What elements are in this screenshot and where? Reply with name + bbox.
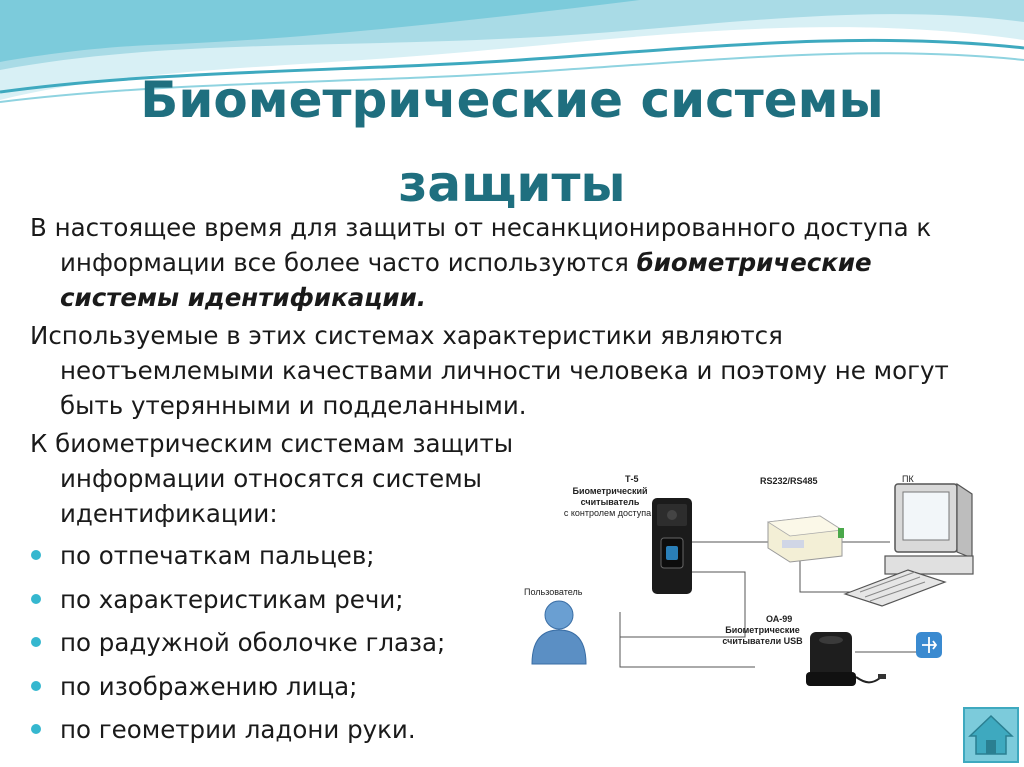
pc-label: ПК <box>902 474 914 484</box>
biometric-system-diagram <box>520 472 982 694</box>
list-item: по изображению лица; <box>30 665 990 709</box>
user-label: Пользователь <box>524 587 583 597</box>
pc-icon <box>845 484 973 606</box>
rs-label: RS232/RS485 <box>760 476 818 486</box>
bullet-dot-icon <box>31 724 41 734</box>
user-icon <box>532 601 586 664</box>
bullet-dot-icon <box>31 637 41 647</box>
oa99-caption-line-1: Биометрические <box>725 625 800 635</box>
t5-caption-line-1: Биометрический <box>572 486 648 496</box>
bullet-dot-icon <box>31 550 41 560</box>
oa99-reader-icon <box>806 632 886 686</box>
t5-title: Т-5 <box>625 474 639 484</box>
list-item: по отпечаткам пальцев; <box>30 534 990 578</box>
paragraph-1-emphasis: биометрические системы идентификации. <box>60 248 872 312</box>
oa99-title: ОА-99 <box>766 614 793 624</box>
home-button[interactable] <box>962 706 1020 764</box>
title-line-2: защиты <box>398 155 626 213</box>
rs-converter-icon <box>768 516 844 562</box>
bullet-dot-icon <box>31 681 41 691</box>
paragraph-1-text: В настоящее время для защиты от несанкционированного доступа к информации все более часто используются <box>30 213 932 277</box>
list-item: по геометрии ладони руки. <box>30 708 990 752</box>
title-line-1: Биометрические системы <box>140 71 884 129</box>
list-item: по радужной оболочке глаза; <box>30 621 990 665</box>
list-item: по характеристикам речи; <box>30 578 990 622</box>
oa99-caption-line-2: считыватели USB <box>722 636 803 646</box>
paragraph-1 <box>30 210 990 315</box>
t5-caption-line-2: считыватель <box>580 497 640 507</box>
t5-caption-line-3: с контролем доступа <box>563 508 652 518</box>
t5-reader-icon <box>652 498 692 594</box>
usb-icon <box>916 632 942 658</box>
paragraph-3: К биометрическим системам защиты информации относятся системы идентификации: <box>30 429 514 528</box>
page-title <box>0 58 1024 226</box>
bullet-dot-icon <box>31 594 41 604</box>
paragraph-2: Используемые в этих системах характеристики являются неотъемлемыми качествами личности человека и поэтому не могут быть утерянными и подделанными. <box>30 321 949 420</box>
